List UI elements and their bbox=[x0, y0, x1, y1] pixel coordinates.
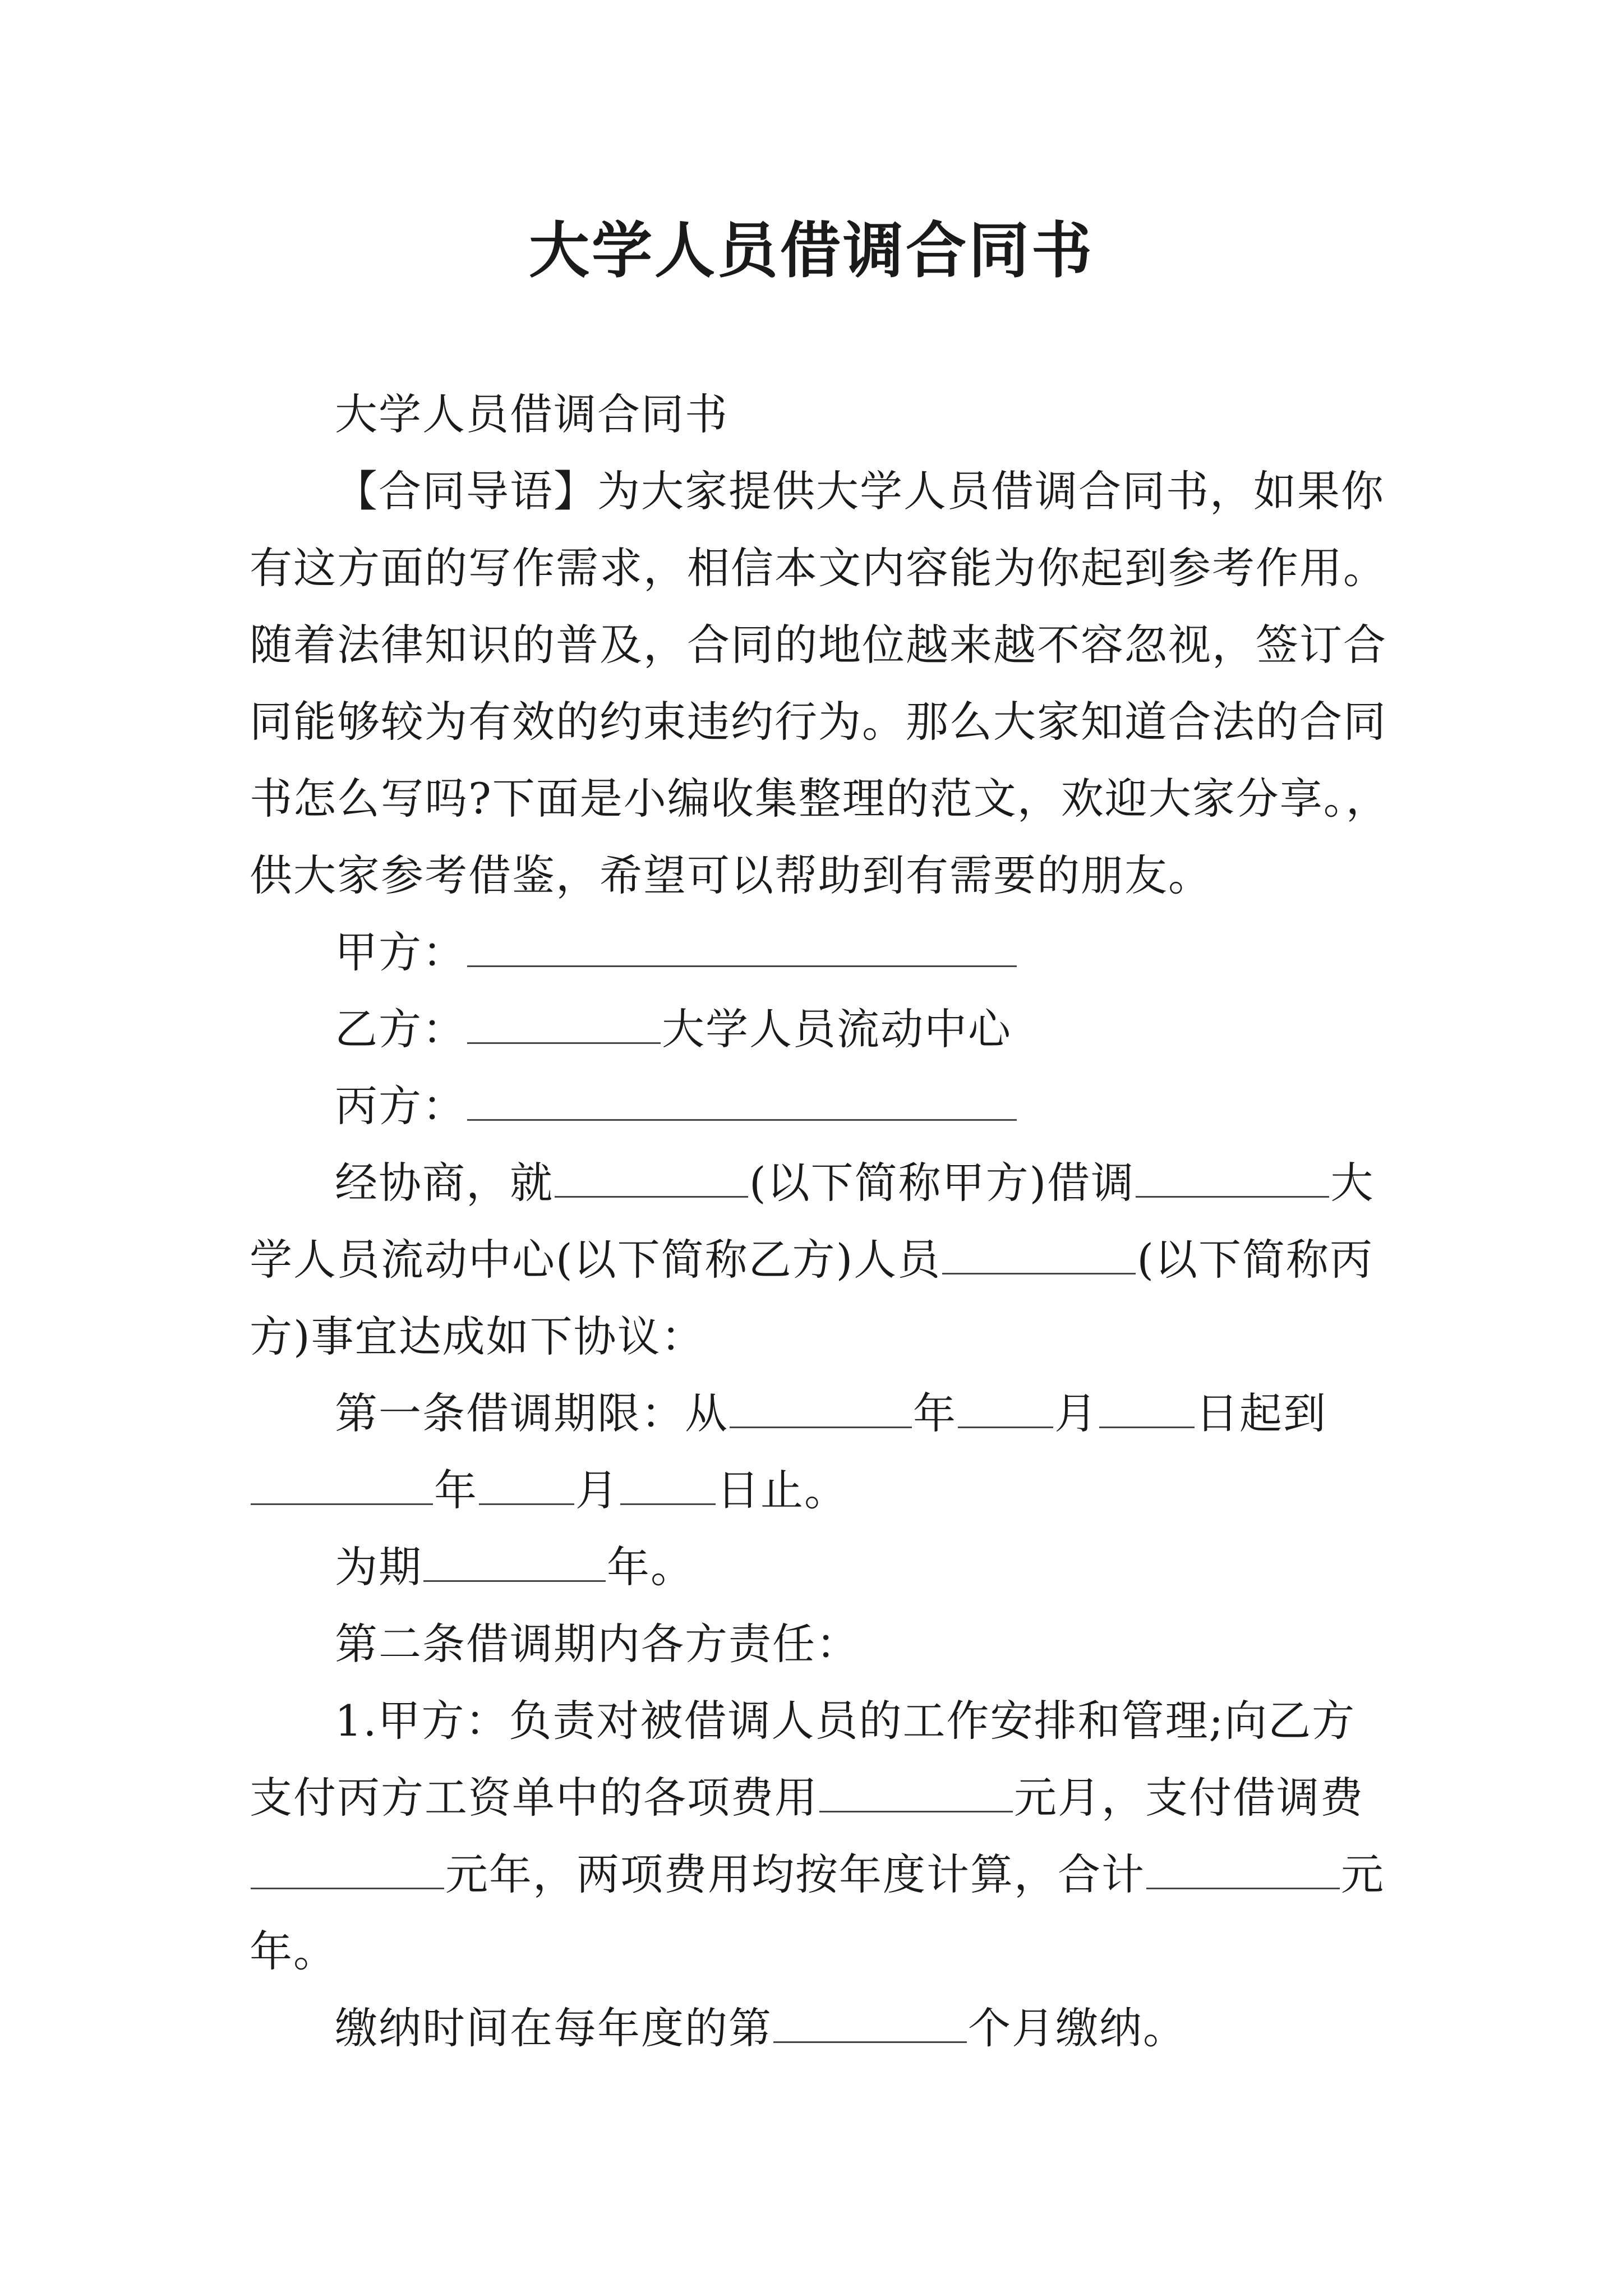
blank bbox=[773, 2002, 967, 2043]
party-b-label: 乙方： bbox=[335, 1004, 466, 1054]
blank bbox=[479, 1464, 574, 1505]
year-label: 年 bbox=[913, 1388, 957, 1438]
item-1-text-2: 元月，支付借调费 bbox=[1014, 1773, 1364, 1823]
party-c-blank bbox=[467, 1080, 1017, 1121]
subtitle: 大学人员借调合同书 bbox=[335, 389, 728, 439]
party-a-line bbox=[250, 914, 1394, 991]
document-body bbox=[250, 376, 1394, 2067]
item-1-text-3: 元年，两项费用均按年度计算，合计 bbox=[445, 1849, 1145, 1899]
document-title: 大学人员借调合同书 bbox=[528, 215, 1094, 286]
blank bbox=[555, 1157, 748, 1198]
party-b-blank bbox=[467, 1003, 661, 1044]
month-label: 月 bbox=[1054, 1388, 1098, 1438]
article-2-title: 第二条借调期内各方责任： bbox=[335, 1619, 860, 1669]
blank bbox=[942, 1234, 1136, 1274]
consult-text-3: 大学人员流动中心(以下简称乙方)人员 bbox=[250, 1158, 1375, 1285]
party-c-label: 丙方： bbox=[335, 1081, 466, 1131]
consult-text-1: 经协商，就 bbox=[335, 1158, 554, 1208]
month-label: 月 bbox=[575, 1465, 619, 1515]
blank bbox=[819, 1772, 1013, 1812]
blank bbox=[730, 1387, 912, 1428]
consult-paragraph bbox=[250, 1144, 1394, 1375]
payment-text-2: 个月缴纳。 bbox=[968, 2003, 1187, 2053]
day-from-label: 日起到 bbox=[1196, 1388, 1327, 1438]
blank bbox=[423, 1541, 606, 1582]
article-1-text: 第一条借调期限：从 bbox=[335, 1388, 728, 1438]
consult-text-2: (以下简称甲方)借调 bbox=[749, 1158, 1135, 1208]
blank bbox=[1146, 1848, 1340, 1889]
day-to-label: 日止。 bbox=[717, 1465, 848, 1515]
item-1-paragraph bbox=[250, 1682, 1394, 1990]
term-line bbox=[250, 1529, 1394, 1605]
term-text-1: 为期 bbox=[335, 1542, 422, 1592]
term-text-2: 年。 bbox=[607, 1542, 694, 1592]
blank bbox=[1136, 1157, 1329, 1198]
blank bbox=[620, 1464, 716, 1505]
item-1-text-4: 元年。 bbox=[250, 1849, 1385, 1976]
consult-text-4: (以下简称丙方)事宜达成如下协议： bbox=[250, 1235, 1373, 1361]
blank bbox=[251, 1464, 433, 1505]
item-1-text-1: 1.甲方：负责对被借调人员的工作安排和管理;向乙方支付丙方工资单中的各项费用 bbox=[250, 1696, 1356, 1823]
article-1-paragraph bbox=[250, 1375, 1394, 1529]
blank bbox=[1099, 1387, 1195, 1428]
year-label: 年 bbox=[434, 1465, 478, 1515]
party-b-line bbox=[250, 991, 1394, 1068]
party-a-label: 甲方： bbox=[335, 927, 466, 977]
blank bbox=[251, 1848, 444, 1889]
payment-line bbox=[250, 1990, 1394, 2067]
blank bbox=[958, 1387, 1053, 1428]
payment-text-1: 缴纳时间在每年度的第 bbox=[335, 2003, 772, 2053]
intro-paragraph: 【合同导语】为大家提供大学人员借调合同书，如果你有这方面的写作需求，相信本文内容能为你起到参考作用。随着法律知识的普及，合同的地位越来越不容忽视，签订合同能够较为有效的约束违约行为。那么大家知道合法的合同书怎么写吗?下面是小编收集整理的范文，欢迎大家分享。，供大家参考借鉴，希望可以帮助到有需要的朋友。 bbox=[250, 466, 1390, 900]
party-c-line bbox=[250, 1068, 1394, 1144]
party-b-suffix: 大学人员流动中心 bbox=[662, 1004, 1012, 1054]
party-a-blank bbox=[467, 926, 1017, 967]
